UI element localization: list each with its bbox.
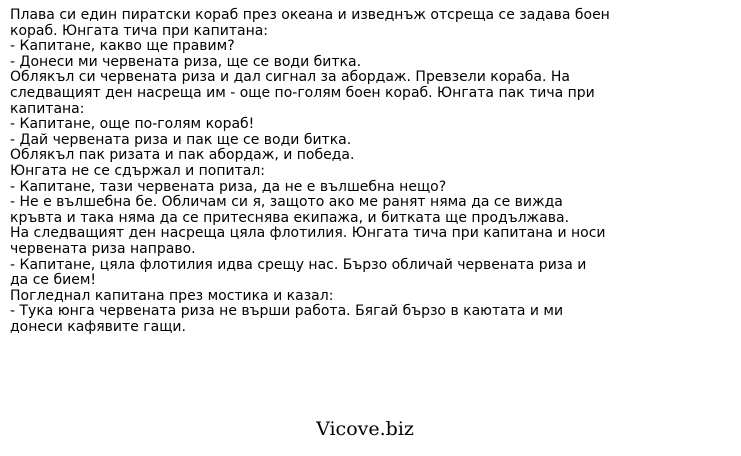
joke-line: На следващият ден насреща цяла флотилия. Юнгата тича при капитана и носи bbox=[10, 225, 606, 242]
joke-line: - Тука юнга червената риза не върши работа. Бягай бързо в каютата и ми bbox=[10, 303, 564, 320]
joke-line: следващият ден насреща им - още по-голям боен кораб. Юнгата пак тича при bbox=[10, 84, 595, 101]
joke-line: червената риза направо. bbox=[10, 240, 196, 257]
joke-line: - Дай червената риза и пак ще се води битка. bbox=[10, 131, 352, 148]
joke-line: кръвта и така няма да се притеснява екипажа, и битката ще продължава. bbox=[10, 209, 570, 226]
joke-line: Облякъл пак ризата и пак абордаж, и победа. bbox=[10, 147, 355, 164]
joke-line: Плава си един пиратски кораб през океана и изведнъж отсреща се задава боен bbox=[10, 7, 610, 23]
joke-line: да се бием! bbox=[10, 272, 96, 289]
joke-line: Погледнал капитана през мостика и казал: bbox=[10, 287, 334, 304]
joke-line: Юнгата не се сдържал и попитал: bbox=[10, 162, 266, 179]
joke-line: капитана: bbox=[10, 100, 85, 117]
joke-line: Облякъл си червената риза и дал сигнал за абордаж. Превзели кораба. На bbox=[10, 69, 570, 86]
joke-line: - Не е вълшебна бе. Обличам си я, защото ако ме ранят няма да се вижда bbox=[10, 194, 563, 211]
joke-line: - Капитане, цяла флотилия идва срещу нас. Бързо обличай червената риза и bbox=[10, 256, 587, 273]
joke-text bbox=[10, 7, 610, 335]
joke-line: - Донеси ми червената риза, ще се води битка. bbox=[10, 53, 362, 70]
joke-line: - Капитане, какво ще правим? bbox=[10, 38, 235, 55]
joke-line: кораб. Юнгата тича при капитана: bbox=[10, 22, 269, 39]
site-watermark: Vicove.biz bbox=[316, 418, 414, 440]
joke-line: - Капитане, още по-голям кораб! bbox=[10, 116, 255, 133]
joke-line: донеси кафявите гащи. bbox=[10, 318, 186, 335]
joke-line: - Капитане, тази червената риза, да не е вълшебна нещо? bbox=[10, 178, 447, 195]
